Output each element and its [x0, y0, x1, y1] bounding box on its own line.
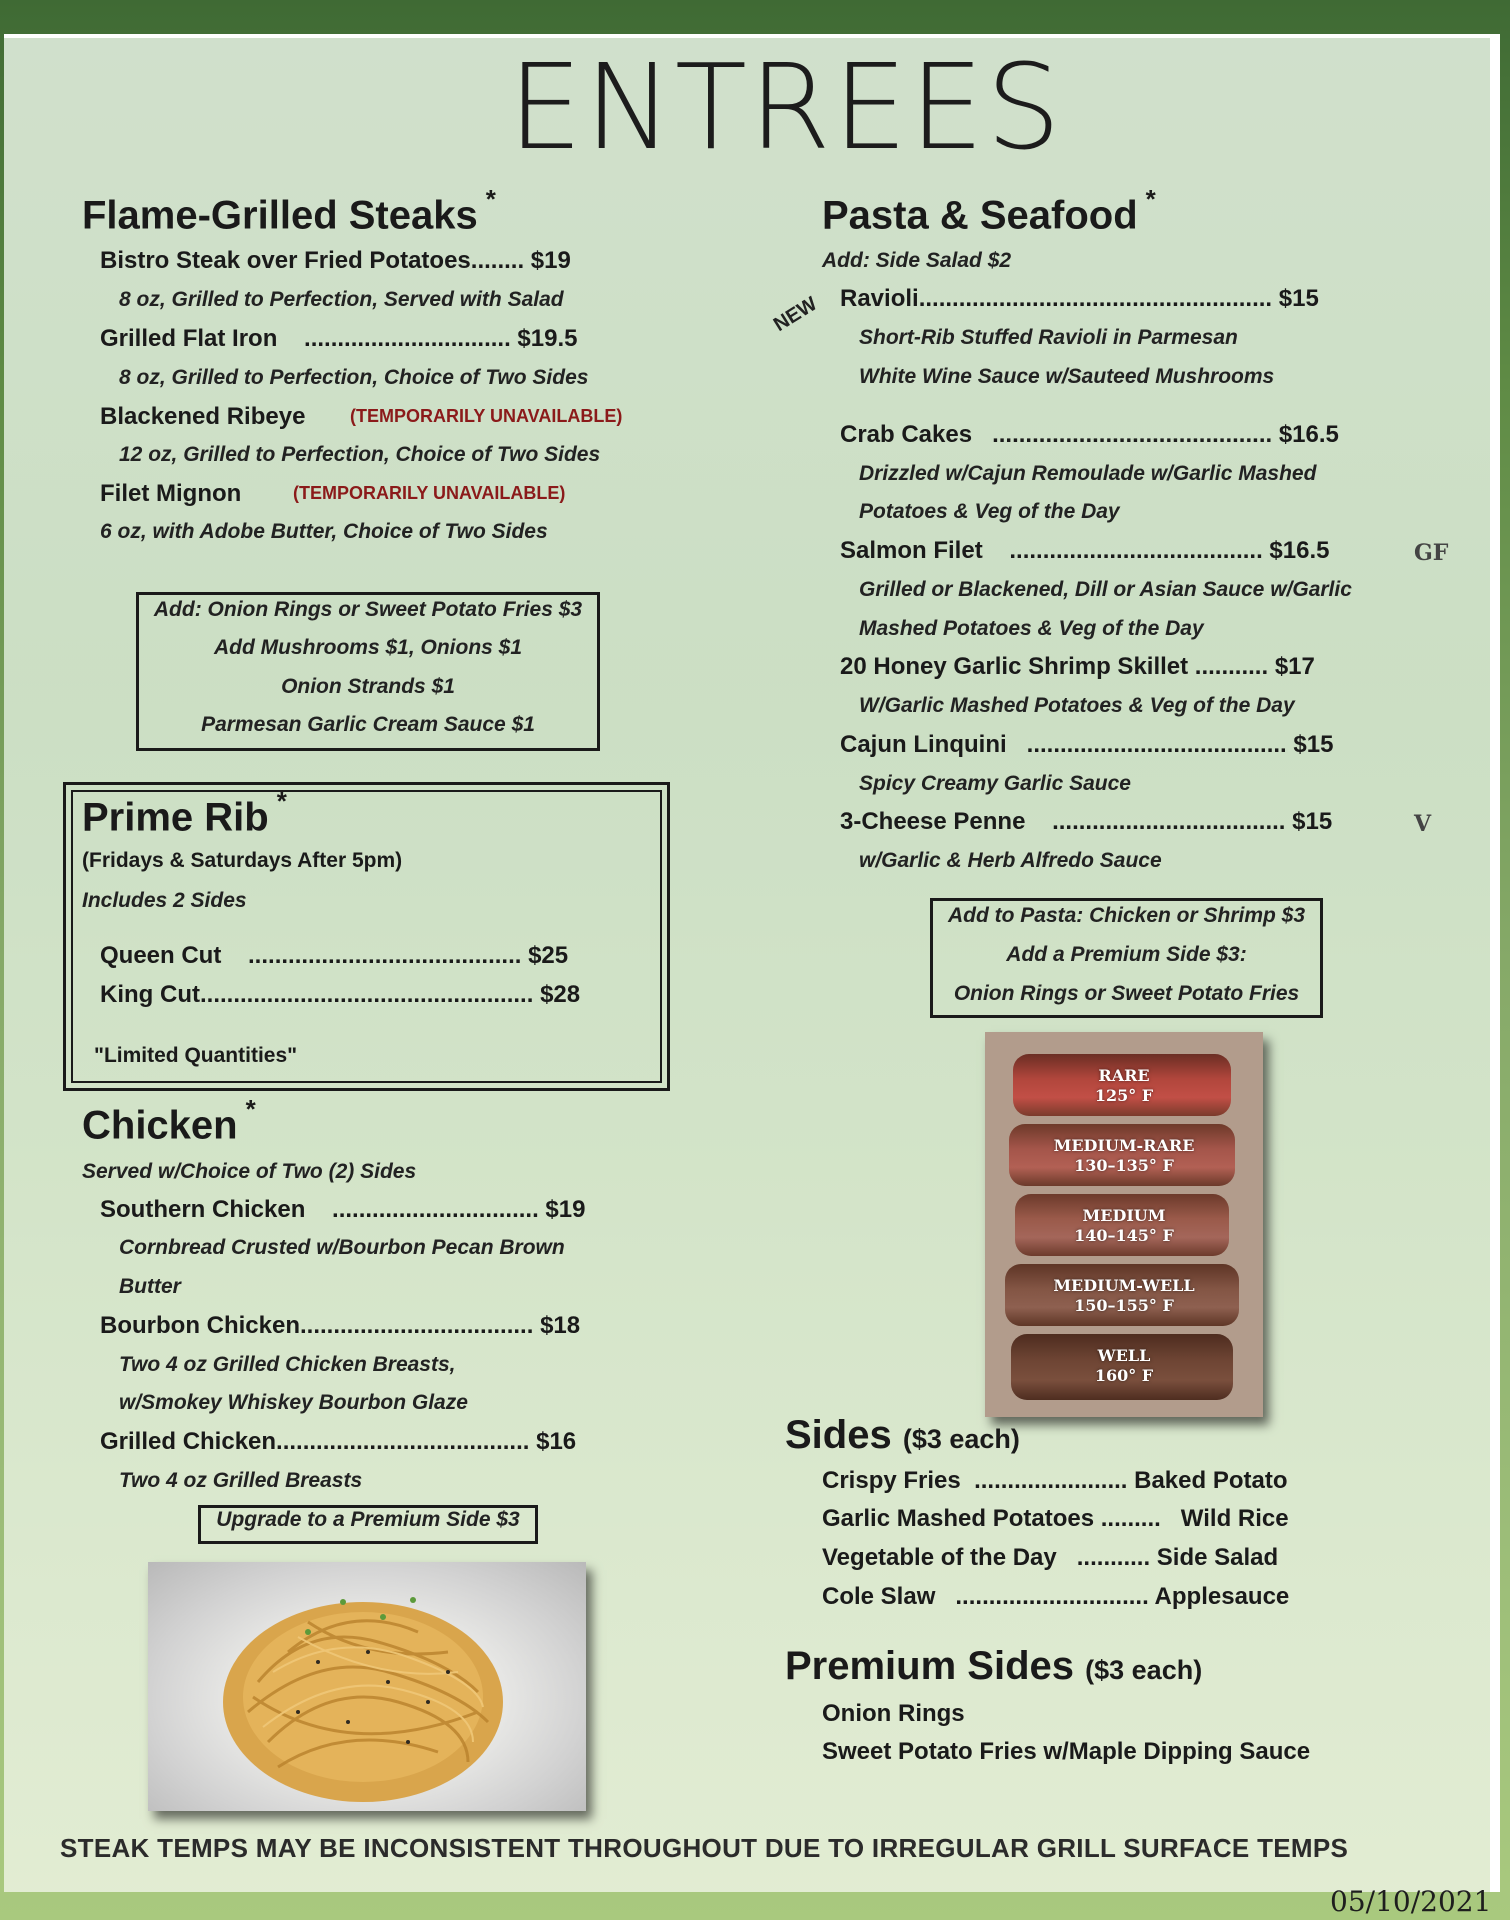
temp-name: MEDIUM	[1082, 1206, 1166, 1225]
grill-temp-notice: STEAK TEMPS MAY BE INCONSISTENT THROUGHOUT DUE TO IRREGULAR GRILL SURFACE TEMPS	[60, 1833, 1349, 1863]
side-dots: .........	[1100, 1505, 1161, 1532]
premium-sides-price-note: ($3 each)	[1085, 1655, 1203, 1685]
item-price: $19	[545, 1196, 586, 1223]
item-desc: Potatoes & Veg of the Day	[859, 500, 1120, 523]
item-desc: w/Smokey Whiskey Bourbon Glaze	[119, 1391, 468, 1414]
item-name: Salmon Filet	[840, 537, 983, 564]
item-dots: .......................................	[1026, 731, 1287, 758]
item-desc: 8 oz, Grilled to Perfection, Served with Salad	[119, 288, 564, 311]
sides-row	[822, 1467, 1288, 1495]
temp-label-medium	[985, 1206, 1263, 1246]
sides-price-note: ($3 each)	[902, 1424, 1020, 1454]
item-name: 3-Cheese Penne	[840, 808, 1026, 835]
sides-row	[822, 1544, 1278, 1572]
side-left: Cole Slaw	[822, 1583, 936, 1610]
item-name: Bourbon Chicken...................................	[100, 1312, 534, 1339]
temp-name: WELL	[1097, 1346, 1151, 1365]
prime-rib-heading	[82, 786, 287, 840]
steak-item-filet	[100, 480, 241, 508]
pasta-star: *	[1145, 184, 1156, 214]
pasta-item-shrimp	[840, 653, 1315, 681]
steaks-star: *	[485, 184, 496, 214]
item-name: Ravioli.....................................................	[840, 285, 1273, 312]
item-name: Southern Chicken	[100, 1196, 306, 1223]
item-desc: 8 oz, Grilled to Perfection, Choice of Two Sides	[119, 366, 589, 389]
unavailable-badge: (TEMPORARILY UNAVAILABLE)	[350, 406, 623, 426]
item-name: Grilled Chicken......................................	[100, 1428, 530, 1455]
item-desc: Mashed Potatoes & Veg of the Day	[859, 617, 1204, 640]
pasta-subtitle: Add: Side Salad $2	[822, 249, 1012, 272]
item-name: 20 Honey Garlic Shrimp Skillet ...........	[840, 653, 1269, 680]
item-desc: Grilled or Blackened, Dill or Asian Sauce w/Garlic	[859, 578, 1352, 601]
chicken-heading-text: Chicken	[82, 1103, 238, 1148]
chicken-subtitle: Served w/Choice of Two (2) Sides	[82, 1160, 417, 1183]
steak-item-bistro	[100, 247, 571, 275]
sides-heading-text: Sides	[785, 1413, 892, 1457]
item-dots: .........................................	[248, 942, 522, 969]
prime-rib-includes: Includes 2 Sides	[82, 889, 247, 912]
item-desc: Two 4 oz Grilled Chicken Breasts,	[119, 1353, 456, 1376]
item-desc: Cornbread Crusted w/Bourbon Pecan Brown	[119, 1236, 565, 1259]
vegetarian-mark: V	[1414, 811, 1432, 837]
temp-name: MEDIUM-RARE	[1053, 1136, 1195, 1155]
pasta-item-ravioli	[840, 285, 1319, 313]
side-left: Vegetable of the Day	[822, 1544, 1057, 1571]
item-desc: Drizzled w/Cajun Remoulade w/Garlic Mashed	[859, 462, 1317, 485]
temp-value: 140–145° F	[1074, 1226, 1174, 1245]
item-name: Crab Cakes	[840, 421, 973, 448]
premium-side-item: Onion Rings	[822, 1700, 965, 1727]
item-desc: 6 oz, with Adobe Butter, Choice of Two Sides	[100, 520, 548, 543]
item-desc: w/Garlic & Herb Alfredo Sauce	[859, 849, 1162, 872]
item-price: $18	[540, 1312, 581, 1339]
addon-line: Add a Premium Side $3:	[1006, 943, 1247, 966]
temp-label-well	[985, 1346, 1263, 1386]
addon-line: Add Mushrooms $1, Onions $1	[213, 636, 523, 659]
side-right: Baked Potato	[1134, 1467, 1288, 1494]
steak-temp-chart	[985, 1032, 1263, 1417]
pasta-item-crab-cakes	[840, 421, 1339, 449]
addon-line: Onion Rings or Sweet Potato Fries	[953, 982, 1300, 1005]
temp-name: MEDIUM-WELL	[1053, 1276, 1195, 1295]
pasta-item-penne	[840, 808, 1332, 836]
prime-rib-king	[100, 981, 580, 1009]
side-right: Wild Rice	[1180, 1505, 1289, 1532]
temp-label-medium-well	[985, 1276, 1263, 1316]
item-price: $17	[1274, 653, 1315, 680]
item-dots: ..................................................	[199, 981, 534, 1008]
item-name: King Cut	[100, 981, 200, 1008]
page-title: ENTREES	[508, 38, 1063, 176]
item-dots: ......................................	[1009, 537, 1263, 564]
item-name: Filet Mignon	[100, 480, 242, 507]
item-price: $16	[536, 1428, 577, 1455]
steaks-heading	[82, 184, 496, 238]
premium-side-item: Sweet Potato Fries w/Maple Dipping Sauce	[822, 1738, 1311, 1765]
item-price: $15	[1293, 731, 1334, 758]
sides-row	[822, 1583, 1289, 1611]
temp-label-medium-rare	[985, 1136, 1263, 1176]
temp-label-rare	[985, 1066, 1263, 1106]
side-right: Side Salad	[1156, 1544, 1279, 1571]
item-dots: ...............................	[304, 325, 511, 352]
pasta-heading-text: Pasta & Seafood	[822, 193, 1138, 238]
item-desc: 12 oz, Grilled to Perfection, Choice of Two Sides	[119, 443, 601, 466]
side-dots: .............................	[955, 1583, 1149, 1610]
steak-item-ribeye	[100, 403, 305, 431]
item-name: Bistro Steak over Fried Potatoes........	[100, 247, 525, 274]
item-price: $28	[540, 981, 581, 1008]
temp-value: 125° F	[1094, 1086, 1154, 1105]
chicken-star: *	[245, 1094, 256, 1124]
temp-value: 160° F	[1094, 1366, 1154, 1385]
item-desc: W/Garlic Mashed Potatoes & Veg of the Day	[859, 694, 1295, 717]
side-dots: .......................	[974, 1467, 1128, 1494]
premium-sides-heading-text: Premium Sides	[785, 1644, 1075, 1688]
item-price: $19	[530, 247, 571, 274]
pasta-item-salmon	[840, 537, 1329, 565]
sides-row	[822, 1505, 1289, 1533]
prime-rib-star: *	[276, 786, 287, 816]
pasta-heading	[822, 184, 1156, 238]
prime-rib-note: (Fridays & Saturdays After 5pm)	[82, 849, 403, 872]
item-price: $19.5	[517, 325, 578, 352]
side-left: Crispy Fries	[822, 1467, 961, 1494]
item-desc: Short-Rib Stuffed Ravioli in Parmesan	[859, 326, 1238, 349]
temp-value: 150–155° F	[1074, 1296, 1174, 1315]
item-price: $15	[1292, 808, 1333, 835]
steak-item-flat-iron	[100, 325, 577, 353]
premium-sides-heading	[785, 1644, 1202, 1689]
temp-value: 130–135° F	[1074, 1156, 1174, 1175]
addon-line: Onion Strands $1	[281, 675, 455, 698]
item-price: $16.5	[1278, 421, 1339, 448]
prime-rib-queen	[100, 942, 568, 970]
limited-quantities: "Limited Quantities"	[94, 1044, 298, 1067]
steaks-heading-text: Flame-Grilled Steaks	[82, 193, 478, 238]
chicken-heading	[82, 1094, 256, 1148]
prime-rib-heading-text: Prime Rib	[82, 795, 269, 840]
item-dots: ...............................	[332, 1196, 539, 1223]
addon-line: Add to Pasta: Chicken or Shrimp $3	[947, 904, 1306, 927]
side-right: Applesauce	[1154, 1583, 1290, 1610]
new-badge: NEW	[769, 292, 822, 337]
side-left: Garlic Mashed Potatoes	[822, 1505, 1095, 1532]
item-name: Queen Cut	[100, 942, 222, 969]
item-dots: ..........................................	[992, 421, 1273, 448]
unavailable-badge: (TEMPORARILY UNAVAILABLE)	[293, 483, 566, 503]
item-desc: Butter	[119, 1275, 181, 1298]
gluten-free-mark: GF	[1414, 540, 1449, 566]
item-dots: ...................................	[1052, 808, 1286, 835]
item-desc: Two 4 oz Grilled Breasts	[119, 1469, 363, 1492]
chicken-item-bourbon	[100, 1312, 580, 1340]
item-name: Grilled Flat Iron	[100, 325, 278, 352]
item-price: $16.5	[1269, 537, 1330, 564]
addon-line: Add: Onion Rings or Sweet Potato Fries $3	[153, 598, 583, 621]
sides-heading	[785, 1413, 1020, 1458]
pasta-item-cajun-linquini	[840, 731, 1333, 759]
item-desc: White Wine Sauce w/Sauteed Mushrooms	[859, 365, 1275, 388]
addon-line: Parmesan Garlic Cream Sauce $1	[201, 713, 535, 736]
item-price: $25	[528, 942, 569, 969]
pasta-photo	[148, 1562, 586, 1811]
temp-name: RARE	[1098, 1066, 1150, 1085]
item-name: Cajun Linquini	[840, 731, 1007, 758]
pasta-illustration	[148, 1562, 586, 1811]
upgrade-text: Upgrade to a Premium Side $3	[216, 1508, 520, 1531]
item-desc: Spicy Creamy Garlic Sauce	[859, 772, 1131, 795]
chicken-item-southern	[100, 1196, 585, 1224]
menu-date: 05/10/2021	[1330, 1885, 1492, 1918]
side-dots: ...........	[1076, 1544, 1151, 1571]
chicken-item-grilled	[100, 1428, 576, 1456]
item-price: $15	[1278, 285, 1319, 312]
item-name: Blackened Ribeye	[100, 403, 306, 430]
